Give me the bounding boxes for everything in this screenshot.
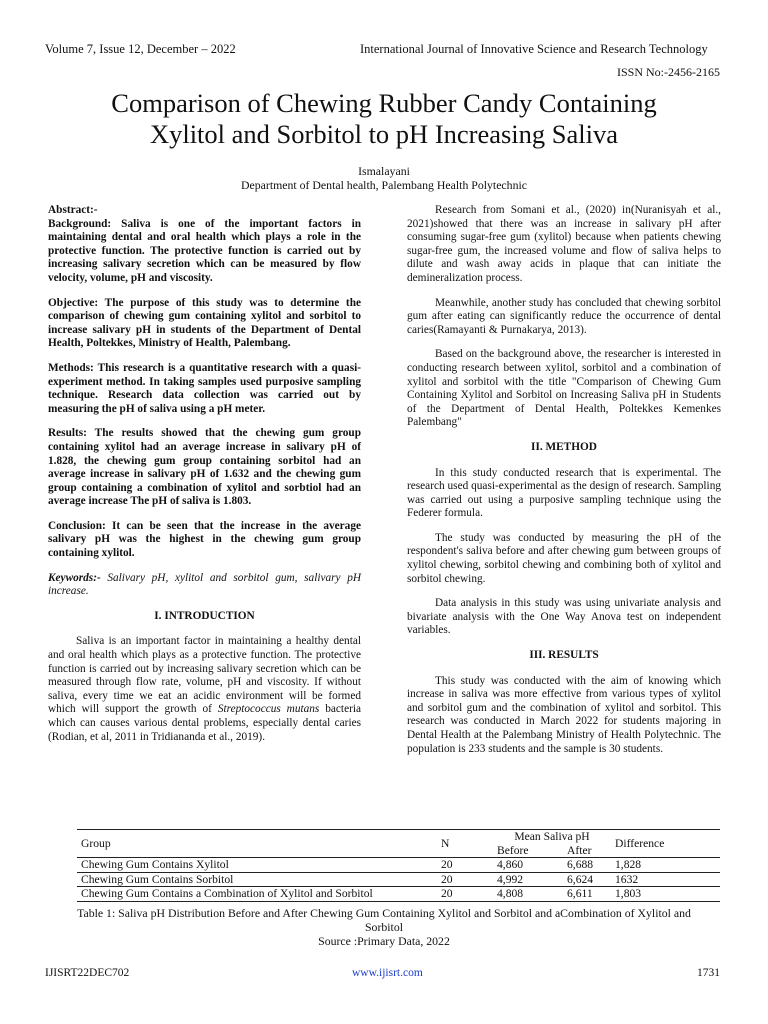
introduction-paragraph-4: Based on the background above, the researcher is interested in conducting research between xylitol, sorbitol and a combination of xylitol and sorbitol with the title "Comparison of Chewing Gum Containing Xylitol and Sorbitol on Increasing Saliva pH in Students of the Department of Dental Health, Poltekkes Kemenkes Palembang" bbox=[407, 348, 721, 429]
method-paragraph-2: The study was conducted by measuring the pH of the respondent's saliva before and after chewing gum between groups of xylitol chewing, sorbitol chewing and combining both of xylitol and sorbitol chewing. bbox=[407, 531, 721, 585]
abstract-background: Background: Saliva is one of the important factors in maintaining dental and oral health which plays a role in the protective function. The protective function is carried out by increasing salivary secretion which can be measured by flow velocity, volume, pH and viscosity. bbox=[48, 217, 361, 284]
cell-after: 6,611 bbox=[563, 887, 611, 902]
introduction-paragraph-2: Research from Somani et al., (2020) in(Nuranisyah et al., 2021)showed that there was an increase in salivary pH after consuming sugar-free gum (xylitol) because when patients chewing sugar-free gum, the increased volume and flow of saliva helps to dilute and wash away acids in plaque that can initiate the demineralization process. bbox=[407, 204, 721, 284]
species-name: Streptococcus mutans bbox=[217, 703, 320, 716]
saliva-ph-table bbox=[77, 829, 720, 902]
abstract-results: Results: The results showed that the chewing gum group containing xylitol had an average increase in salivary pH of 1.828, the chewing gum group containing sorbitol had an average increase in salivary pH of 1.632 and the chewing gum group containing a combination of xylitol and sorbtiol had an average increase The pH of saliva is 1.803. bbox=[48, 427, 361, 508]
volume-info: Volume 7, Issue 12, December – 2022 bbox=[45, 42, 236, 56]
header-mean-ph: Mean Saliva pH bbox=[493, 830, 611, 844]
cell-difference: 1,803 bbox=[611, 887, 720, 902]
header-difference: Difference bbox=[611, 830, 720, 858]
cell-before: 4,860 bbox=[493, 858, 563, 873]
table-row bbox=[77, 858, 720, 873]
issn: ISSN No:-2456-2165 bbox=[616, 65, 720, 79]
table-header-row-1 bbox=[77, 830, 720, 844]
footer-article-id: IJISRT22DEC702 bbox=[45, 967, 130, 979]
abstract-methods: Methods: This research is a quantitative research with a quasi-experiment method. In taking samples used purposive sampling technique. Research data collection was carried out by measuring the pH of saliva using a pH meter. bbox=[48, 361, 361, 415]
keywords-text: Salivary pH, xylitol and sorbitol gum, salivary pH increase. bbox=[48, 571, 361, 598]
cell-group: Chewing Gum Contains a Combination of Xylitol and Sorbitol bbox=[77, 887, 437, 902]
abstract-label: Abstract:- bbox=[48, 204, 98, 216]
caption-line-1: Table 1: Saliva pH Distribution Before and After Chewing Gum Containing Xylitol and Sorbitol and aCombination of Xylitol and bbox=[77, 906, 691, 920]
table-source: Source :Primary Data, 2022 bbox=[318, 934, 450, 948]
cell-after: 6,688 bbox=[563, 858, 611, 873]
cell-before: 4,992 bbox=[493, 872, 563, 887]
cell-before: 4,808 bbox=[493, 887, 563, 902]
affiliation: Department of Dental health, Palembang Health Polytechnic bbox=[241, 178, 527, 192]
page-number: 1731 bbox=[697, 967, 720, 979]
header-n: N bbox=[437, 830, 493, 858]
journal-name: International Journal of Innovative Science and Research Technology bbox=[360, 42, 708, 56]
method-paragraph-1: In this study conducted research that is experimental. The research used quasi-experimental as the design of research. Sampling was carried out using a purposive sampling technique using the Federer formula. bbox=[407, 466, 721, 520]
intro-p1-part-b: bacteria which can causes various dental problems, especially dental caries (Rodian, et al, 2011 in Tridiananda et al., 2019). bbox=[48, 703, 361, 743]
cell-difference: 1,828 bbox=[611, 858, 720, 873]
cell-n: 20 bbox=[437, 858, 493, 873]
cell-n: 20 bbox=[437, 872, 493, 887]
table-caption bbox=[40, 906, 728, 948]
right-column bbox=[407, 204, 721, 767]
header-group: Group bbox=[77, 830, 437, 858]
method-heading: II. METHOD bbox=[531, 440, 597, 453]
abstract-conclusion: Conclusion: It can be seen that the increase in the average salivary pH was the highest in the chewing gum group containing xylitol. bbox=[48, 519, 361, 560]
cell-n: 20 bbox=[437, 887, 493, 902]
cell-group: Chewing Gum Contains Sorbitol bbox=[77, 872, 437, 887]
cell-difference: 1632 bbox=[611, 872, 720, 887]
results-paragraph-1: This study was conducted with the aim of knowing which increase in saliva was more effective from various types of xylitol and sorbitol gum and the combination of xylitol and sorbitol. This research was conducted in March 2022 for students majoring in Dental Health at the Palembang Ministry of Health Polytechnic. The population is 233 students and the sample is 30 students. bbox=[407, 674, 721, 755]
keywords-label: Keywords:- bbox=[48, 571, 101, 584]
table-row bbox=[77, 872, 720, 887]
introduction-heading: I. INTRODUCTION bbox=[154, 609, 255, 622]
abstract-objective: Objective: The purpose of this study was to determine the comparison of chewing gum containing xylitol and sorbitol to increase salivary pH in students of the Department of Dental Health, Poltekkes, Ministry of Health, Palembang. bbox=[48, 296, 361, 350]
caption-line-2: Sorbitol bbox=[364, 920, 404, 934]
footer-website-link[interactable]: www.ijisrt.com bbox=[352, 967, 423, 979]
intro-p1-part-a: Saliva is an important factor in maintaining a healthy dental and oral health which plays as a protective function. The protective function is carried out by increasing salivary secretion which can be measured through flow rate, volume, pH and viscosity. If without saliva, every time we eat an acidic environment will be formed which will support the growth of bbox=[48, 635, 361, 716]
results-heading: III. RESULTS bbox=[529, 649, 599, 662]
introduction-paragraph-1 bbox=[48, 635, 361, 744]
introduction-paragraph-3: Meanwhile, another study has concluded that chewing sorbitol gum after eating can significantly reduce the occurrence of dental caries(Ramayanti & Purnakarya, 2013). bbox=[407, 296, 721, 336]
cell-after: 6,624 bbox=[563, 872, 611, 887]
title-line-2: Xylitol and Sorbitol to pH Increasing Saliva bbox=[149, 119, 619, 149]
method-paragraph-3: Data analysis in this study was using univariate analysis and bivariate analysis with the One Way Anova test on independent variables. bbox=[407, 597, 721, 637]
table-row bbox=[77, 887, 720, 902]
header-before: Before bbox=[493, 844, 563, 858]
left-column bbox=[48, 204, 361, 755]
keywords bbox=[48, 572, 361, 599]
author: Ismalayani bbox=[358, 164, 410, 178]
cell-group: Chewing Gum Contains Xylitol bbox=[77, 858, 437, 873]
paper-title bbox=[40, 88, 728, 150]
header-after: After bbox=[563, 844, 611, 858]
title-line-1: Comparison of Chewing Rubber Candy Containing bbox=[111, 88, 657, 118]
